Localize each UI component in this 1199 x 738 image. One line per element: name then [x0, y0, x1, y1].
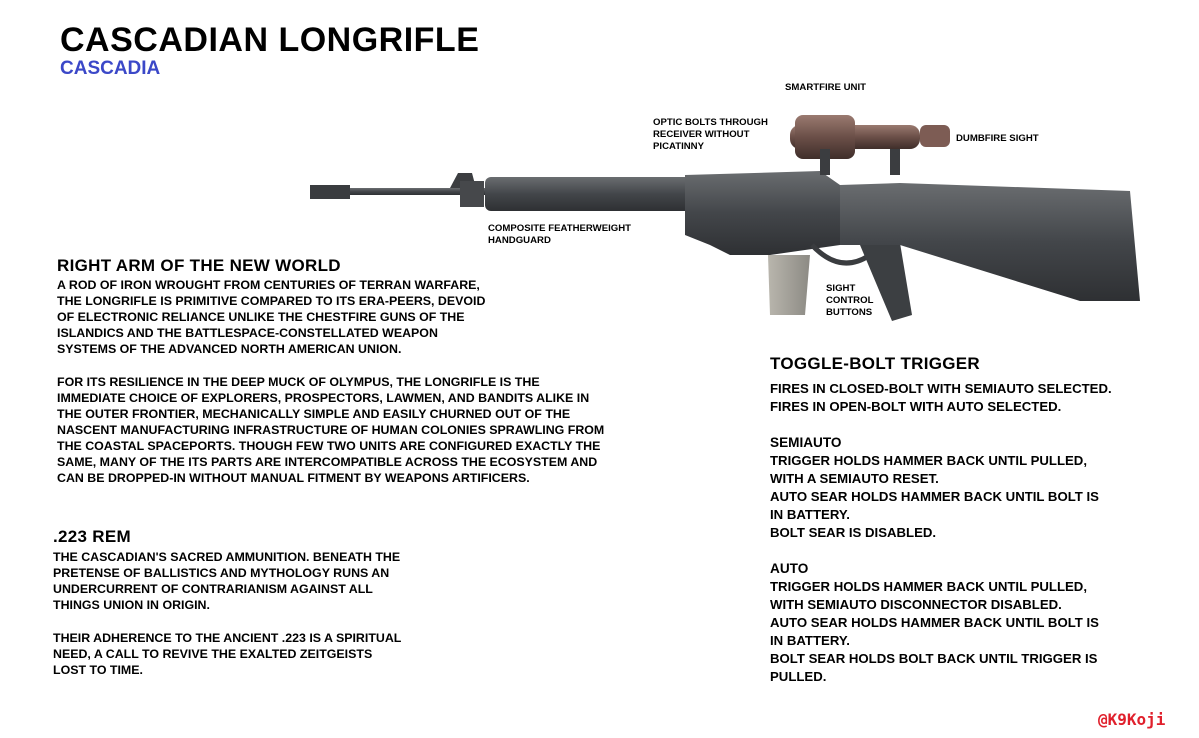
right-arm-paragraph-2: FOR ITS RESILIENCE IN THE DEEP MUCK OF OLYMPUS, THE LONGRIFLE IS THE IMMEDIATE CHOICE OF EXPLORERS, PROSPECTORS, LAWMEN, AND BANDITS ALIKE IN THE OUTER FRONTIER, MECHANICALLY SIMPLE AND EASILY CHURNED OUT OF THE NASCENT MANUFACTURING INFRASTRUCTURE OF HUMAN COLONIES SPRAWLING FROM THE COASTAL SPACEPORTS. THOUGH FEW TWO UNITS ARE CONFIGURED EXACTLY THE SAME, MANY OF THE ITS PARTS ARE INTERCOMPATIBLE ACROSS THE ECOSYSTEM AND CAN BE DROPPED-IN WITHOUT MANUAL FITMENT BY WEAPONS ARTIFICERS.	[57, 375, 605, 485]
trigger-intro: FIRES IN CLOSED-BOLT WITH SEMIAUTO SELECTED. FIRES IN OPEN-BOLT WITH AUTO SELECTED.	[770, 381, 1112, 414]
ammo-paragraph-1: THE CASCADIAN'S SACRED AMMUNITION. BENEATH THE PRETENSE OF BALLISTICS AND MYTHOLOGY RUNS AN UNDERCURRENT OF CONTRARIANISM AGAINST ALL THINGS UNION IN ORIGIN.	[53, 550, 401, 612]
auto-body: TRIGGER HOLDS HAMMER BACK UNTIL PULLED, WITH SEMIAUTO DISCONNECTOR DISABLED. AUTO SEAR HOLDS HAMMER BACK UNTIL BOLT IS IN BATTERY. BOLT SEAR HOLDS BOLT BACK UNTIL TRIGGER IS PULLED.	[770, 579, 1099, 684]
section-heading-trigger: TOGGLE-BOLT TRIGGER	[770, 354, 981, 373]
ammo-paragraph-2: THEIR ADHERENCE TO THE ANCIENT .223 IS A SPIRITUAL NEED, A CALL TO REVIVE THE EXALTED ZEITGEISTS LOST TO TIME.	[53, 631, 402, 677]
callout-optic-bolts: OPTIC BOLTS THROUGH RECEIVER WITHOUT PICATINNY	[653, 117, 768, 152]
semiauto-heading: SEMIAUTO	[770, 435, 842, 450]
section-heading-ammo: .223 REM	[53, 527, 131, 546]
page-title: CASCADIAN LONGRIFLE	[60, 21, 480, 59]
callout-smartfire: SMARTFIRE UNIT	[785, 82, 867, 93]
section-heading-right-arm: RIGHT ARM OF THE NEW WORLD	[57, 256, 341, 275]
callout-sight-buttons: SIGHT CONTROL BUTTONS	[826, 283, 874, 318]
artist-credit: @K9Koji	[1098, 710, 1166, 729]
callout-dumbfire: DUMBFIRE SIGHT	[956, 133, 1039, 144]
right-arm-paragraph-1: A ROD OF IRON WROUGHT FROM CENTURIES OF TERRAN WARFARE, THE LONGRIFLE IS PRIMITIVE COMPARED TO ITS ERA-PEERS, DEVOID OF ELECTRONIC RELIANCE UNLIKE THE CHESTFIRE GUNS OF THE ISLANDICS AND THE BATTLESPACE-CONSTELLATED WEAPON SYSTEMS OF THE ADVANCED NORTH AMERICAN UNION.	[57, 278, 486, 356]
callout-handguard: COMPOSITE FEATHERWEIGHT HANDGUARD	[488, 223, 632, 246]
page-subtitle: CASCADIA	[60, 58, 161, 79]
semiauto-body: TRIGGER HOLDS HAMMER BACK UNTIL PULLED, WITH A SEMIAUTO RESET. AUTO SEAR HOLDS HAMMER BACK UNTIL BOLT IS IN BATTERY. BOLT SEAR IS DISABLED.	[770, 453, 1099, 540]
auto-heading: AUTO	[770, 561, 809, 576]
